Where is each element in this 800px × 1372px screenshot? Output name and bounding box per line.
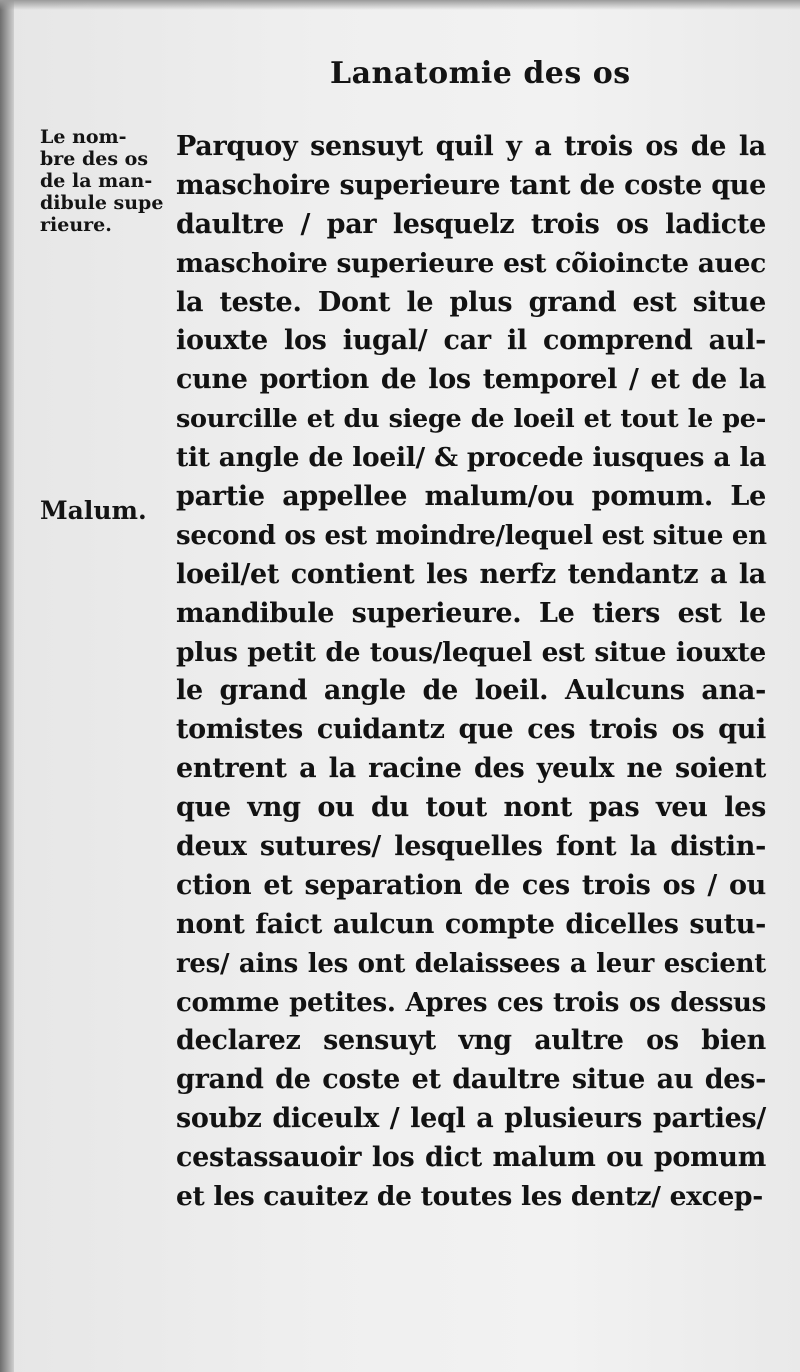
text-line: cestassauoir los dict malum ou pomum (176, 1142, 766, 1174)
text-line: declarez sensuyt vng aultre os bien (176, 1025, 766, 1057)
margin-note-line: dibule supe (40, 192, 164, 214)
text-line: loeil/et contient les nerfz tendantz a la (176, 558, 766, 590)
text-line: le grand angle de loeil. Aulcuns ana- (176, 675, 766, 707)
text-line: que vng ou du tout nont pas veu les (176, 792, 766, 824)
text-line: plus petit de tous/lequel est situe iouxte (176, 636, 766, 668)
margin-note-malum: Malum. (40, 496, 147, 525)
text-line: sourcille et du siege de loeil et tout le pe- (176, 404, 766, 435)
running-head: Lanatomie des os (330, 56, 631, 91)
margin-note-line: de la man- (40, 170, 153, 192)
text-line: la teste. Dont le plus grand est situe (176, 286, 766, 318)
margin-note-bone-count (40, 126, 165, 236)
text-line: entrent a la racine des yeulx ne soient (176, 753, 766, 785)
margin-note-line: rieure. (40, 214, 112, 236)
text-line: deux sutures/ lesquelles font la distin- (176, 831, 766, 863)
text-line: daultre / par lesquelz trois os ladicte (176, 208, 766, 240)
text-line: grand de coste et daultre situe au des- (176, 1064, 766, 1096)
text-line: res/ ains les ont delaissees a leur escient (176, 948, 766, 979)
text-line: iouxte los iugal/ car il comprend aul- (176, 325, 766, 357)
text-line: second os est moindre/lequel est situe en (176, 520, 767, 551)
text-line: tomistes cuidantz que ces trois os qui (176, 714, 766, 746)
body-text-block (176, 128, 766, 1217)
text-line: mandibule superieure. Le tiers est le (176, 597, 766, 629)
margin-note-line: Le nom- (40, 126, 127, 148)
text-line: maschoire superieure est cõioincte auec (176, 247, 766, 279)
text-line: partie appellee malum/ou pomum. Le (176, 481, 766, 513)
text-line: nont faict aulcun compte dicelles sutu- (176, 908, 766, 940)
text-line: tit angle de loeil/ & procede iusques a la (176, 442, 766, 474)
text-line: maschoire superieure tant de coste que (176, 169, 766, 201)
text-line: ction et separation de ces trois os / ou (176, 869, 766, 901)
page-top-shadow (0, 0, 800, 10)
text-line: cune portion de los temporel / et de la (176, 364, 766, 396)
margin-note-line: bre des os (40, 148, 149, 170)
text-line: Parquoy sensuyt quil y a trois os de la (176, 131, 766, 162)
text-line: et les cauitez de toutes les dentz/ excep- (176, 1181, 763, 1213)
page-gutter-shadow (0, 0, 14, 1372)
text-line: soubz diceulx / leql a plusieurs parties/ (176, 1103, 766, 1135)
text-line: comme petites. Apres ces trois os dessus (176, 987, 766, 1018)
